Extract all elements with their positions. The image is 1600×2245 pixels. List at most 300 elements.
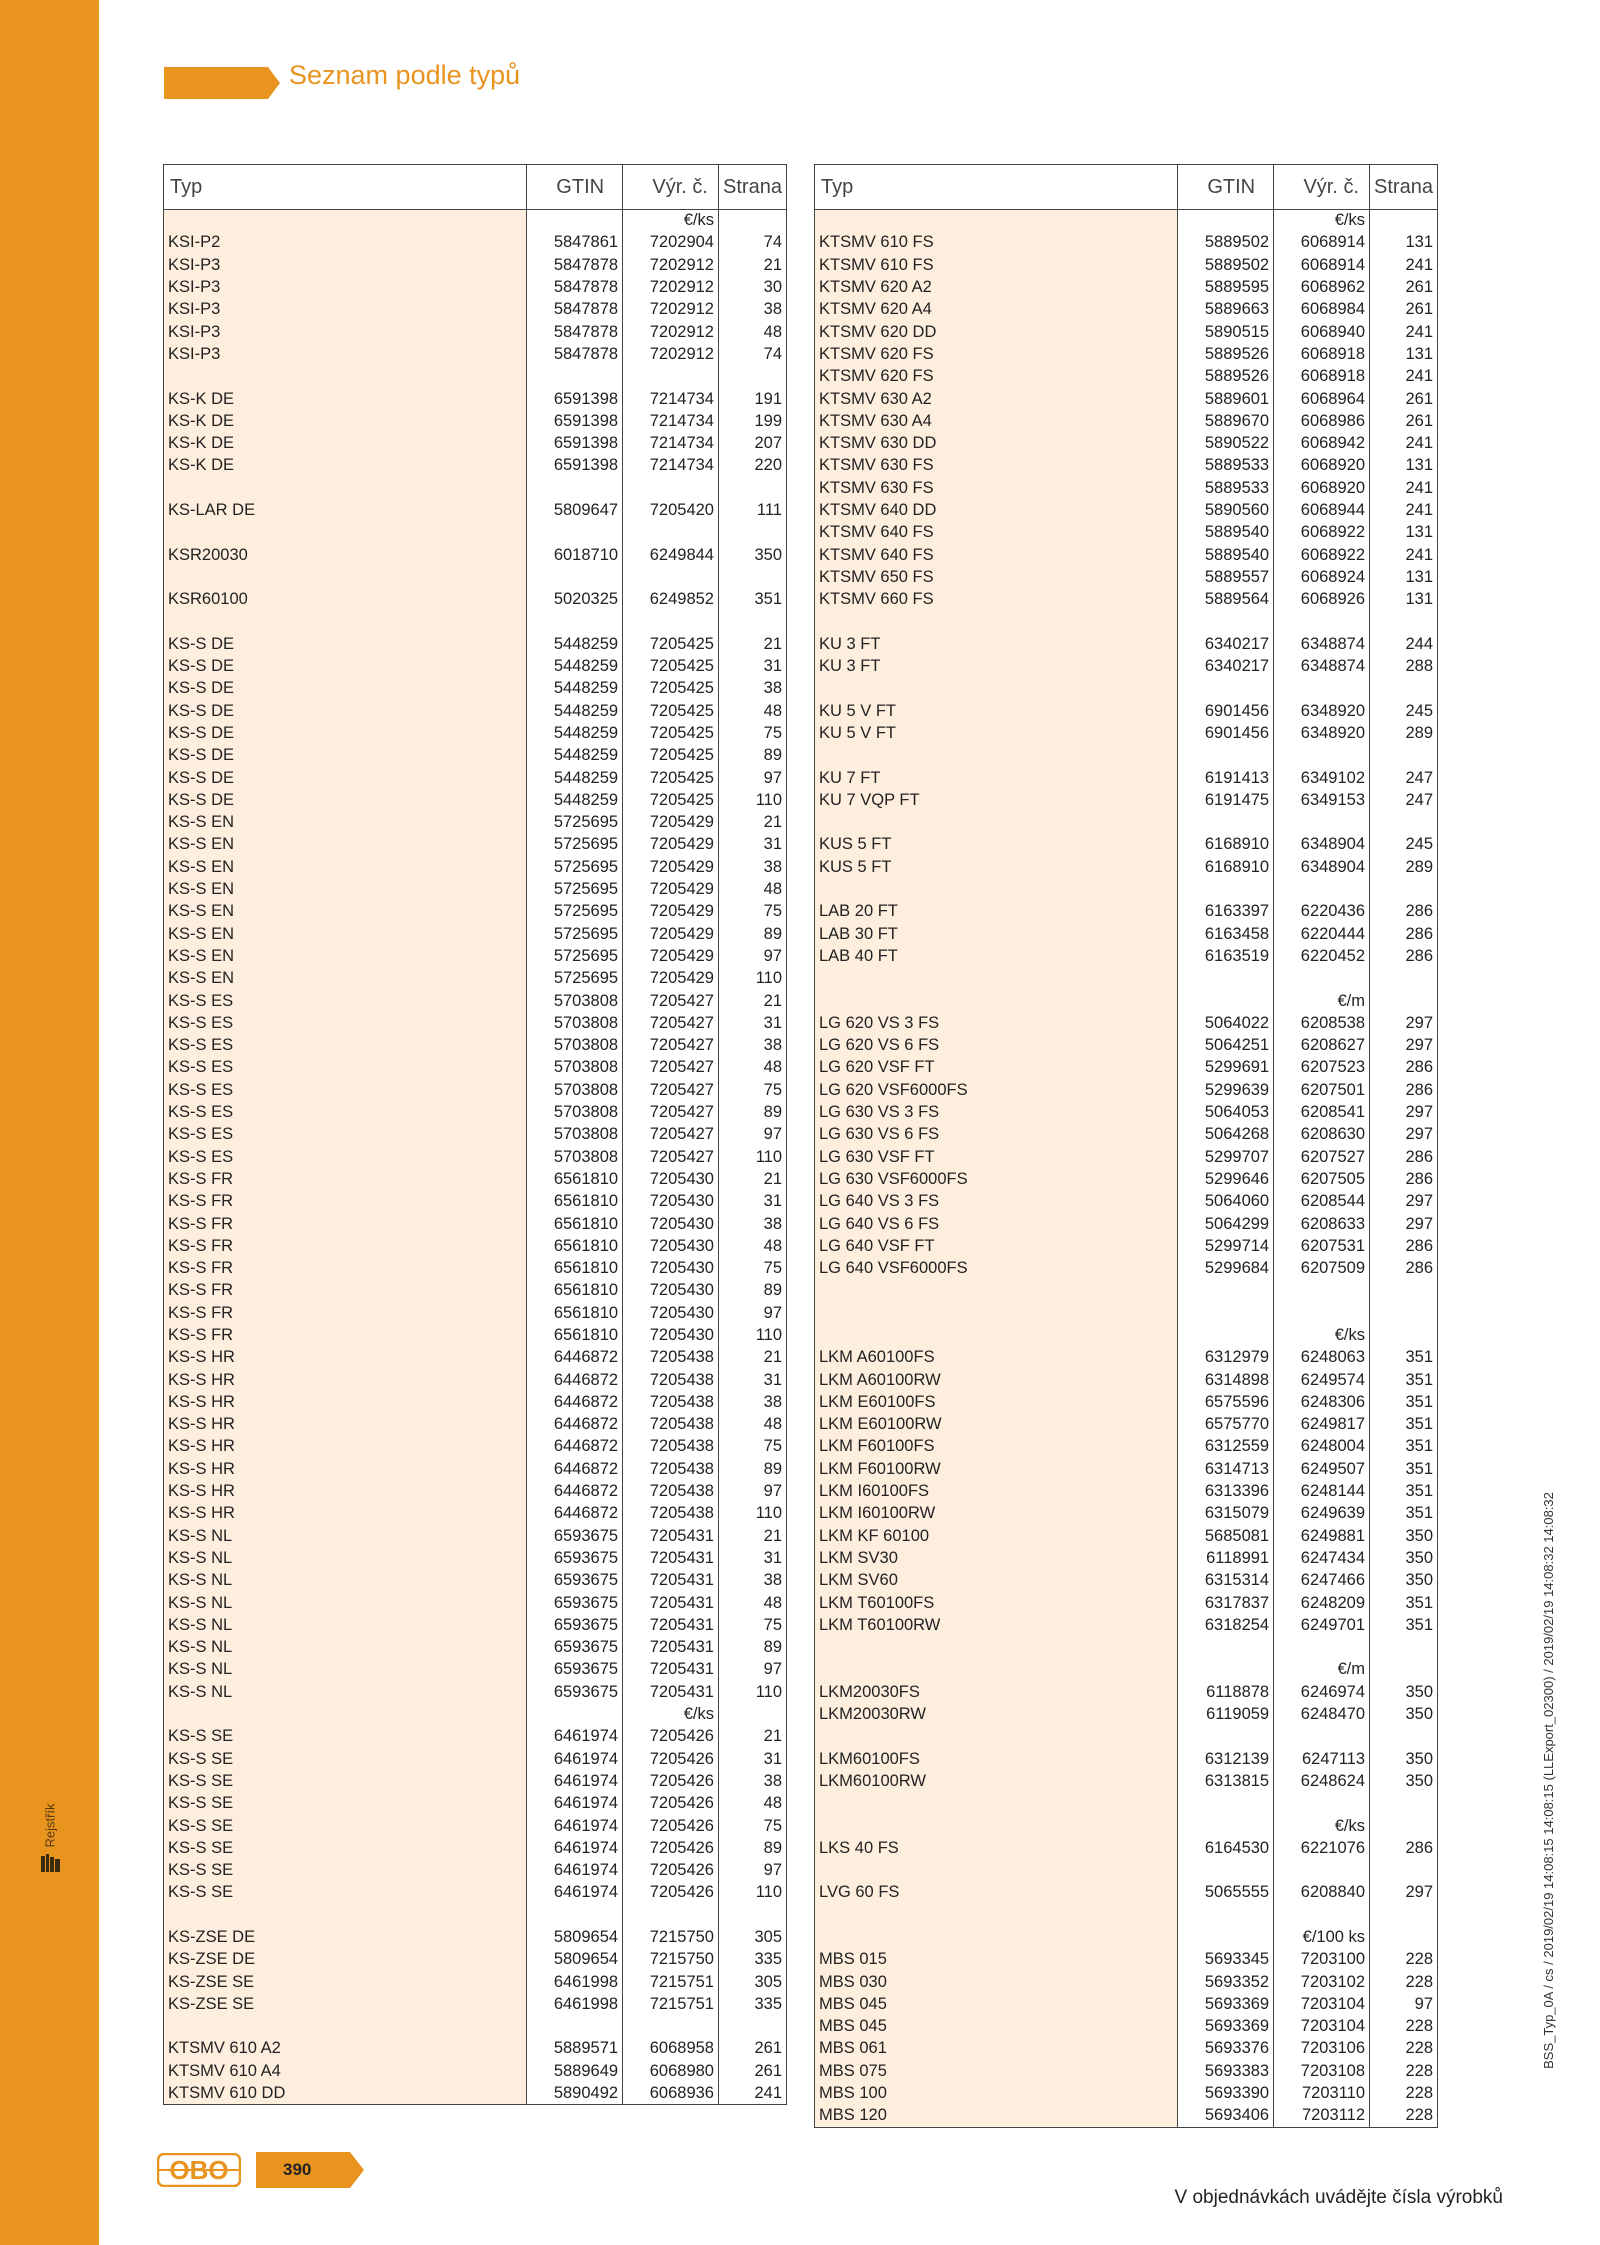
cell-gtin: 6119059: [1178, 1703, 1274, 1725]
cell-gtin: 5299684: [1178, 1257, 1274, 1279]
cell-strana: 48: [718, 1793, 786, 1815]
cell-strana: 350: [1370, 1570, 1438, 1592]
cell-strana: 286: [1370, 901, 1438, 923]
cell-gtin: [1178, 745, 1274, 767]
cell-vyr: 6208840: [1274, 1882, 1370, 1904]
table-row: [164, 1191, 787, 1213]
cell-gtin: 5889601: [1178, 388, 1274, 410]
table-row: [815, 343, 1438, 365]
cell-gtin: 5065555: [1178, 1882, 1274, 1904]
cell-strana: 305: [718, 1971, 786, 1993]
table-row: [164, 2038, 787, 2060]
cell-vyr: [1274, 1859, 1370, 1881]
table-row: [164, 276, 787, 298]
cell-gtin: 6191413: [1178, 767, 1274, 789]
cell-type: LAB 40 FT: [815, 945, 1178, 967]
cell-gtin: 5890560: [1178, 499, 1274, 521]
cell-strana: 21: [718, 1168, 786, 1190]
cell-vyr: 6247113: [1274, 1748, 1370, 1770]
table-row: [815, 1815, 1438, 1837]
cell-gtin: 5448259: [527, 678, 623, 700]
cell-vyr: 6349102: [1274, 767, 1370, 789]
cell-vyr: 7205426: [623, 1793, 719, 1815]
table-row: [164, 1124, 787, 1146]
cell-type: KU 7 FT: [815, 767, 1178, 789]
cell-gtin: [527, 366, 623, 388]
cell-vyr: 7214734: [623, 388, 719, 410]
cell-gtin: 6313396: [1178, 1480, 1274, 1502]
cell-vyr: 7205438: [623, 1347, 719, 1369]
cell-strana: 97: [718, 1124, 786, 1146]
table-row: [164, 923, 787, 945]
cell-vyr: 6068986: [1274, 410, 1370, 432]
cell-gtin: 5064268: [1178, 1124, 1274, 1146]
cell-vyr: 6208541: [1274, 1101, 1370, 1123]
table-row: [815, 1592, 1438, 1614]
cell-type: LG 620 VSF6000FS: [815, 1079, 1178, 1101]
cell-vyr: 6068984: [1274, 299, 1370, 321]
cell-gtin: 5299714: [1178, 1235, 1274, 1257]
cell-gtin: 6118991: [1178, 1547, 1274, 1569]
cell-strana: 131: [1370, 343, 1438, 365]
cell-strana: 89: [718, 1458, 786, 1480]
page-title: Seznam podle typů: [289, 60, 521, 90]
cell-vyr: 7205430: [623, 1324, 719, 1346]
table-header-row: [164, 165, 787, 210]
cell-vyr: 7205431: [623, 1592, 719, 1614]
cell-strana: 286: [1370, 1057, 1438, 1079]
cell-gtin: 5847861: [527, 232, 623, 254]
cell-strana: [718, 611, 786, 633]
table-row: [164, 544, 787, 566]
cell-strana: 74: [718, 343, 786, 365]
cell-strana: 288: [1370, 655, 1438, 677]
cell-vyr: 6207501: [1274, 1079, 1370, 1101]
cell-type: KS-S NL: [164, 1547, 527, 1569]
cell-type: [815, 1726, 1178, 1748]
cell-gtin: 5693390: [1178, 2082, 1274, 2104]
cell-type: KS-S SE: [164, 1726, 527, 1748]
table-row: [815, 1257, 1438, 1279]
table-row: [815, 1525, 1438, 1547]
cell-type: [815, 210, 1178, 232]
cell-gtin: [1178, 1793, 1274, 1815]
table-row: [815, 633, 1438, 655]
cell-type: [164, 522, 527, 544]
cell-gtin: 6593675: [527, 1547, 623, 1569]
cell-vyr: [1274, 678, 1370, 700]
cell-type: LKM A60100FS: [815, 1347, 1178, 1369]
cell-gtin: 5693406: [1178, 2105, 1274, 2127]
cell-gtin: 6446872: [527, 1503, 623, 1525]
cell-type: KS-S HR: [164, 1458, 527, 1480]
cell-strana: 261: [718, 2038, 786, 2060]
cell-strana: [1370, 1815, 1438, 1837]
cell-type: KS-S FR: [164, 1213, 527, 1235]
cell-type: [164, 2016, 527, 2038]
cell-vyr: 6220436: [1274, 901, 1370, 923]
cell-gtin: 6446872: [527, 1391, 623, 1413]
cell-gtin: 6593675: [527, 1681, 623, 1703]
cell-gtin: [527, 210, 623, 232]
cell-strana: [718, 477, 786, 499]
cell-gtin: 5890515: [1178, 321, 1274, 343]
table-row: [164, 388, 787, 410]
table-row: [164, 210, 787, 232]
table-row: [815, 1503, 1438, 1525]
cell-gtin: 6593675: [527, 1525, 623, 1547]
cell-gtin: 6575770: [1178, 1414, 1274, 1436]
cell-type: KS-K DE: [164, 455, 527, 477]
cell-vyr: 7205425: [623, 745, 719, 767]
cell-type: KS-ZSE SE: [164, 1971, 527, 1993]
cell-type: KS-S SE: [164, 1837, 527, 1859]
table-row: [815, 1057, 1438, 1079]
cell-gtin: 5703808: [527, 1101, 623, 1123]
cell-vyr: 7205425: [623, 789, 719, 811]
cell-vyr: 6068920: [1274, 477, 1370, 499]
table-row: [164, 1703, 787, 1725]
cell-strana: 261: [718, 2060, 786, 2082]
cell-vyr: 7205431: [623, 1681, 719, 1703]
cell-gtin: 6163519: [1178, 945, 1274, 967]
table-row: [815, 700, 1438, 722]
cell-vyr: 6248144: [1274, 1480, 1370, 1502]
cell-type: MBS 100: [815, 2082, 1178, 2104]
cell-type: KS-ZSE DE: [164, 1949, 527, 1971]
table-row: [164, 1614, 787, 1636]
table-row: [164, 2060, 787, 2082]
cell-type: KSR20030: [164, 544, 527, 566]
cell-type: KTSMV 620 A4: [815, 299, 1178, 321]
cell-gtin: 5448259: [527, 745, 623, 767]
cell-vyr: 6348874: [1274, 655, 1370, 677]
table-row: [164, 1168, 787, 1190]
cell-vyr: 7202912: [623, 254, 719, 276]
cell-type: KS-S FR: [164, 1302, 527, 1324]
cell-vyr: [623, 477, 719, 499]
table-row: [815, 499, 1438, 521]
cell-type: LG 620 VS 6 FS: [815, 1034, 1178, 1056]
cell-strana: 351: [1370, 1480, 1438, 1502]
cell-gtin: 6314713: [1178, 1458, 1274, 1480]
cell-type: LKM T60100FS: [815, 1592, 1178, 1614]
cell-type: MBS 120: [815, 2105, 1178, 2127]
cell-type: KS-S ES: [164, 1034, 527, 1056]
cell-type: LG 640 VS 3 FS: [815, 1191, 1178, 1213]
table-row: [815, 1168, 1438, 1190]
cell-gtin: 6317837: [1178, 1592, 1274, 1614]
table-row: [164, 1949, 787, 1971]
table-row: [815, 945, 1438, 967]
cell-vyr: 7205427: [623, 1034, 719, 1056]
cell-type: KS-ZSE DE: [164, 1926, 527, 1948]
cell-vyr: 6068964: [1274, 388, 1370, 410]
cell-gtin: 6446872: [527, 1369, 623, 1391]
cell-gtin: 5889557: [1178, 566, 1274, 588]
table-row: [815, 1726, 1438, 1748]
cell-type: [164, 1703, 527, 1725]
table-row: [815, 655, 1438, 677]
table-row: [815, 1302, 1438, 1324]
cell-strana: [718, 1904, 786, 1926]
table-row: [815, 477, 1438, 499]
cell-vyr: 7205430: [623, 1213, 719, 1235]
cell-gtin: 5448259: [527, 722, 623, 744]
cell-gtin: 5890492: [527, 2082, 623, 2104]
cell-vyr: 6249844: [623, 544, 719, 566]
cell-vyr: 7202912: [623, 321, 719, 343]
cell-gtin: 5693369: [1178, 2016, 1274, 2038]
table-row: [815, 522, 1438, 544]
cell-type: [164, 366, 527, 388]
cell-strana: 351: [1370, 1592, 1438, 1614]
cell-gtin: 6313815: [1178, 1770, 1274, 1792]
table-row: [164, 1570, 787, 1592]
cell-gtin: [527, 1703, 623, 1725]
cell-gtin: 5725695: [527, 923, 623, 945]
cell-strana: 261: [1370, 388, 1438, 410]
cell-vyr: 6248624: [1274, 1770, 1370, 1792]
cell-vyr: [1274, 812, 1370, 834]
table-row: [164, 1012, 787, 1034]
cell-gtin: [527, 566, 623, 588]
cell-type: KUS 5 FT: [815, 834, 1178, 856]
cell-type: [815, 812, 1178, 834]
cell-strana: 75: [718, 722, 786, 744]
table-row: [815, 2016, 1438, 2038]
cell-vyr: 6068936: [623, 2082, 719, 2104]
cell-vyr: 6249639: [1274, 1503, 1370, 1525]
cell-vyr: 6068918: [1274, 366, 1370, 388]
cell-gtin: 5064060: [1178, 1191, 1274, 1213]
cell-strana: 131: [1370, 566, 1438, 588]
cell-vyr: 7205427: [623, 1057, 719, 1079]
table-row: [815, 1659, 1438, 1681]
cell-gtin: [1178, 1815, 1274, 1837]
cell-type: KS-S ES: [164, 1012, 527, 1034]
cell-strana: 89: [718, 745, 786, 767]
table-row: [815, 856, 1438, 878]
cell-strana: 351: [718, 589, 786, 611]
cell-strana: 351: [1370, 1391, 1438, 1413]
cell-type: LKM E60100FS: [815, 1391, 1178, 1413]
cell-type: [815, 1324, 1178, 1346]
cell-type: [815, 1926, 1178, 1948]
cell-type: LG 630 VS 6 FS: [815, 1124, 1178, 1146]
cell-type: KS-S FR: [164, 1280, 527, 1302]
cell-gtin: 5725695: [527, 901, 623, 923]
table-row: [815, 611, 1438, 633]
cell-type: KSI-P3: [164, 276, 527, 298]
cell-gtin: 6561810: [527, 1168, 623, 1190]
table-row: [815, 1458, 1438, 1480]
cell-strana: [1370, 1659, 1438, 1681]
cell-strana: 21: [718, 254, 786, 276]
cell-vyr: 6247466: [1274, 1570, 1370, 1592]
table-row: [815, 1414, 1438, 1436]
cell-strana: 261: [1370, 410, 1438, 432]
cell-gtin: [527, 522, 623, 544]
cell-type: [815, 1904, 1178, 1926]
table-row: [164, 343, 787, 365]
table-row: [815, 968, 1438, 990]
table-row: [164, 1280, 787, 1302]
cell-type: MBS 045: [815, 2016, 1178, 2038]
cell-strana: [1370, 611, 1438, 633]
cell-type: LKM T60100RW: [815, 1614, 1178, 1636]
table-row: [815, 1637, 1438, 1659]
cell-type: [815, 990, 1178, 1012]
cell-gtin: [527, 477, 623, 499]
cell-gtin: 6561810: [527, 1302, 623, 1324]
cell-type: KS-S NL: [164, 1659, 527, 1681]
cell-gtin: [1178, 1302, 1274, 1324]
cell-strana: 350: [1370, 1681, 1438, 1703]
cell-gtin: 6164530: [1178, 1837, 1274, 1859]
cell-vyr: 7205420: [623, 499, 719, 521]
cell-vyr: 7205430: [623, 1257, 719, 1279]
table-row: [815, 1391, 1438, 1413]
cell-price-unit: €/m: [1274, 990, 1370, 1012]
cell-vyr: 6068940: [1274, 321, 1370, 343]
table-row: [815, 232, 1438, 254]
cell-vyr: 7205429: [623, 878, 719, 900]
cell-price-unit: €/ks: [1274, 1324, 1370, 1346]
table-row: [815, 1703, 1438, 1725]
cell-strana: 48: [718, 1057, 786, 1079]
cell-vyr: [623, 566, 719, 588]
cell-gtin: 5448259: [527, 789, 623, 811]
cell-gtin: 5847878: [527, 343, 623, 365]
table-row: [164, 1369, 787, 1391]
table-row: [164, 945, 787, 967]
col-header-vyr: Výr. č.: [623, 165, 719, 210]
cell-gtin: 5889540: [1178, 522, 1274, 544]
cell-type: KTSMV 640 FS: [815, 544, 1178, 566]
cell-vyr: [1274, 1302, 1370, 1324]
cell-vyr: [623, 522, 719, 544]
table-row: [815, 1949, 1438, 1971]
cell-vyr: 6068920: [1274, 455, 1370, 477]
cell-vyr: 6207509: [1274, 1257, 1370, 1279]
table-row: [815, 455, 1438, 477]
cell-vyr: 7205438: [623, 1414, 719, 1436]
table-row: [164, 477, 787, 499]
cell-strana: 38: [718, 1213, 786, 1235]
cell-gtin: 5889571: [527, 2038, 623, 2060]
cell-gtin: [1178, 210, 1274, 232]
cell-type: LAB 30 FT: [815, 923, 1178, 945]
cell-strana: 111: [718, 499, 786, 521]
cell-type: LG 620 VS 3 FS: [815, 1012, 1178, 1034]
cell-strana: 261: [1370, 276, 1438, 298]
cell-vyr: 6068962: [1274, 276, 1370, 298]
cell-type: LKM F60100FS: [815, 1436, 1178, 1458]
table-row: [164, 254, 787, 276]
cell-vyr: 6348904: [1274, 856, 1370, 878]
cell-gtin: 5703808: [527, 1034, 623, 1056]
cell-strana: 351: [1370, 1436, 1438, 1458]
cell-gtin: 5889502: [1178, 254, 1274, 276]
cell-vyr: 7203110: [1274, 2082, 1370, 2104]
cell-strana: 97: [718, 1859, 786, 1881]
cell-vyr: 7205431: [623, 1525, 719, 1547]
table-row: [815, 2105, 1438, 2127]
cell-price-unit: €/ks: [1274, 1815, 1370, 1837]
cell-gtin: 6591398: [527, 432, 623, 454]
cell-gtin: 6340217: [1178, 655, 1274, 677]
cell-gtin: 6901456: [1178, 722, 1274, 744]
cell-gtin: 6318254: [1178, 1614, 1274, 1636]
cell-vyr: 6068924: [1274, 566, 1370, 588]
cell-type: KS-S EN: [164, 923, 527, 945]
cell-vyr: 7203100: [1274, 1949, 1370, 1971]
table-row: [164, 589, 787, 611]
table-row: [164, 1793, 787, 1815]
cell-gtin: 5889533: [1178, 477, 1274, 499]
cell-gtin: [1178, 1904, 1274, 1926]
cell-strana: [1370, 1904, 1438, 1926]
cell-type: KS-S SE: [164, 1859, 527, 1881]
table-row: [164, 455, 787, 477]
cell-strana: [1370, 1726, 1438, 1748]
cell-gtin: 6461974: [527, 1793, 623, 1815]
cell-gtin: [1178, 1859, 1274, 1881]
cell-strana: 110: [718, 1146, 786, 1168]
table-row: [815, 745, 1438, 767]
table-row: [815, 321, 1438, 343]
table-row: [164, 2082, 787, 2104]
cell-vyr: 7205427: [623, 1101, 719, 1123]
cell-vyr: 7205431: [623, 1547, 719, 1569]
table-row: [164, 499, 787, 521]
sidebar-label-text: Rejstřík: [42, 1802, 58, 1848]
sidebar-label: [40, 1795, 60, 1855]
cell-type: KTSMV 610 DD: [164, 2082, 527, 2104]
cell-gtin: 5725695: [527, 968, 623, 990]
table-row: [164, 366, 787, 388]
cell-vyr: 7205425: [623, 700, 719, 722]
cell-type: [815, 878, 1178, 900]
table-row: [164, 1436, 787, 1458]
cell-strana: 350: [1370, 1748, 1438, 1770]
cell-vyr: 7205426: [623, 1726, 719, 1748]
cell-gtin: 5725695: [527, 812, 623, 834]
table-row: [164, 1347, 787, 1369]
cell-type: LAB 20 FT: [815, 901, 1178, 923]
cell-type: [164, 477, 527, 499]
cell-vyr: 7205426: [623, 1859, 719, 1881]
table-row: [815, 1748, 1438, 1770]
col-header-strana: Strana: [718, 165, 786, 210]
cell-strana: 38: [718, 856, 786, 878]
cell-strana: 48: [718, 1592, 786, 1614]
cell-strana: 38: [718, 678, 786, 700]
cell-vyr: 7214734: [623, 455, 719, 477]
cell-type: KSI-P2: [164, 232, 527, 254]
cell-type: KTSMV 610 FS: [815, 232, 1178, 254]
cell-strana: 351: [1370, 1458, 1438, 1480]
cell-vyr: 6349153: [1274, 789, 1370, 811]
cell-strana: [718, 2016, 786, 2038]
cell-gtin: 5889502: [1178, 232, 1274, 254]
cell-vyr: [1274, 1904, 1370, 1926]
cell-gtin: 5889663: [1178, 299, 1274, 321]
book-stack-icon: [41, 1854, 61, 1872]
cell-gtin: [1178, 678, 1274, 700]
table-row: [164, 1837, 787, 1859]
